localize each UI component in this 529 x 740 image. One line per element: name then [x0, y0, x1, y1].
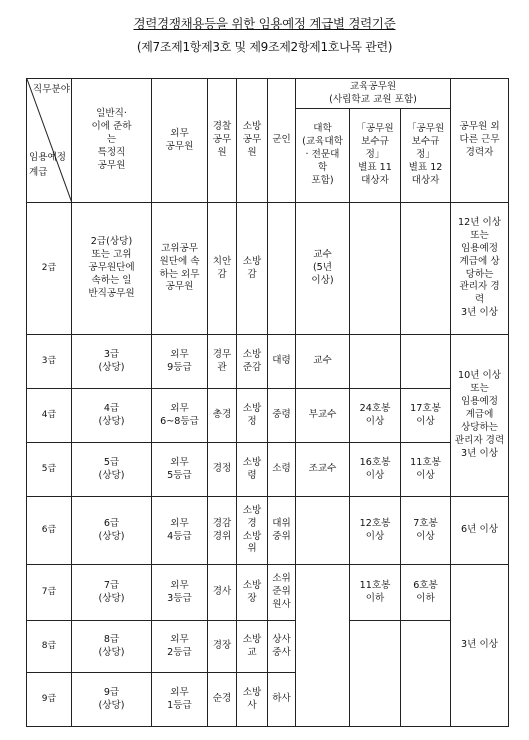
cell-general: 6급 (상당)	[72, 497, 152, 565]
cell-salary11: 12호봉 이상	[350, 497, 401, 565]
cell-military: 대위 중위	[268, 497, 296, 565]
cell-general: 5급 (상당)	[72, 443, 152, 497]
corner-top-label: 직무분야	[32, 84, 70, 95]
grade-cell: 5급	[27, 443, 72, 497]
cell-military: 소위 준위 원사	[268, 565, 296, 621]
cell-military	[268, 203, 296, 335]
diagonal-line	[27, 79, 72, 203]
cell-foreign: 외무 3등급	[152, 565, 208, 621]
document-subtitle: (제7조제1항제3호 및 제9조제2항제1호나목 관련)	[136, 40, 393, 54]
table-row	[27, 335, 509, 389]
cell-general: 7급 (상당)	[72, 565, 152, 621]
grade-cell: 4급	[27, 389, 72, 443]
cell-foreign: 외무 9등급	[152, 335, 208, 389]
cell-university: 교수 (5년 이상)	[296, 203, 350, 335]
cell-general: 4급 (상당)	[72, 389, 152, 443]
cell-general: 2급(상당) 또는 고위 공무원단에 속하는 일 반직공무원	[72, 203, 152, 335]
table-row	[27, 203, 509, 335]
cell-police: 경장	[208, 621, 237, 673]
cell-police: 치안 감	[208, 203, 237, 335]
cell-university	[296, 565, 350, 727]
cell-salary11: 11호봉 이하	[350, 565, 401, 621]
cell-other: 6년 이상	[451, 497, 509, 565]
corner-header-cell	[27, 79, 72, 203]
cell-foreign: 고위공무 원단에 속 하는 외무 공무원	[152, 203, 208, 335]
grade-cell: 7급	[27, 565, 72, 621]
header-salary-table-12: 「공무원 보수규 정」 별표 12 대상자	[401, 109, 451, 203]
grade-cell: 9급	[27, 673, 72, 727]
cell-foreign: 외무 6~8등급	[152, 389, 208, 443]
cell-general: 8급 (상당)	[72, 621, 152, 673]
cell-police: 경정	[208, 443, 237, 497]
cell-other: 10년 이상 또는 임용예정 계급에 상당하는 관리자 경력 3년 이상	[451, 335, 509, 497]
cell-salary12	[401, 203, 451, 335]
cell-foreign: 외무 5등급	[152, 443, 208, 497]
header-military: 군인	[268, 79, 296, 203]
cell-military: 대령	[268, 335, 296, 389]
cell-military: 하사	[268, 673, 296, 727]
grade-cell: 6급	[27, 497, 72, 565]
corner-bottom-label: 임용예정 계급	[29, 152, 67, 178]
cell-university: 조교수	[296, 443, 350, 497]
cell-salary12: 7호봉 이상	[401, 497, 451, 565]
cell-other: 3년 이상	[451, 565, 509, 727]
cell-university	[296, 497, 350, 565]
cell-salary11	[350, 335, 401, 389]
cell-general: 3급 (상당)	[72, 335, 152, 389]
cell-salary11	[350, 621, 401, 727]
cell-foreign: 외무 1등급	[152, 673, 208, 727]
header-general: 일반직· 이에 준하 는 특정직 공무원	[72, 79, 152, 203]
cell-police: 경무 관	[208, 335, 237, 389]
cell-other: 12년 이상 또는 임용예정 계급에 상 당하는 관리자 경 력 3년 이상	[451, 203, 509, 335]
header-education-group: 교육공무원 (사립학교 교원 포함)	[296, 79, 451, 109]
cell-military: 중령	[268, 389, 296, 443]
cell-police: 총경	[208, 389, 237, 443]
cell-salary12: 6호봉 이하	[401, 565, 451, 621]
cell-foreign: 외무 4등급	[152, 497, 208, 565]
cell-fire: 소방 경 소방 위	[237, 497, 268, 565]
cell-police: 경감 경위	[208, 497, 237, 565]
cell-military: 소령	[268, 443, 296, 497]
cell-salary12	[401, 335, 451, 389]
cell-police: 경사	[208, 565, 237, 621]
cell-university: 부교수	[296, 389, 350, 443]
career-criteria-table	[26, 78, 509, 727]
table-row	[27, 389, 509, 443]
document-title: 경력경쟁채용등을 위한 임용예정 계급별 경력기준	[133, 16, 396, 31]
cell-fire: 소방 장	[237, 565, 268, 621]
table-row	[27, 565, 509, 621]
header-fire: 소방 공무 원	[237, 79, 268, 203]
cell-general: 9급 (상당)	[72, 673, 152, 727]
grade-cell: 2급	[27, 203, 72, 335]
cell-fire: 소방 사	[237, 673, 268, 727]
cell-salary11	[350, 203, 401, 335]
cell-military: 상사 중사	[268, 621, 296, 673]
table-row	[27, 443, 509, 497]
cell-salary11: 16호봉 이상	[350, 443, 401, 497]
cell-fire: 소방 령	[237, 443, 268, 497]
cell-university: 교수	[296, 335, 350, 389]
cell-foreign: 외무 2등급	[152, 621, 208, 673]
grade-cell: 8급	[27, 621, 72, 673]
cell-fire: 소방 교	[237, 621, 268, 673]
header-police: 경찰 공무 원	[208, 79, 237, 203]
cell-salary11: 24호봉 이상	[350, 389, 401, 443]
header-university: 대학 (교육대학 · 전문대 학 포함)	[296, 109, 350, 203]
cell-police: 순경	[208, 673, 237, 727]
header-salary-table-11: 「공무원 보수규 정」 별표 11 대상자	[350, 109, 401, 203]
table-row	[27, 497, 509, 565]
cell-fire: 소방 준감	[237, 335, 268, 389]
cell-salary12	[401, 621, 451, 727]
table-row	[27, 621, 509, 673]
cell-salary12: 17호봉 이상	[401, 389, 451, 443]
cell-salary12: 11호봉 이상	[401, 443, 451, 497]
cell-fire: 소방 정	[237, 389, 268, 443]
grade-cell: 3급	[27, 335, 72, 389]
cell-fire: 소방 감	[237, 203, 268, 335]
header-other: 공무원 외 다른 근무 경력자	[451, 79, 509, 203]
header-foreign: 외무 공무원	[152, 79, 208, 203]
